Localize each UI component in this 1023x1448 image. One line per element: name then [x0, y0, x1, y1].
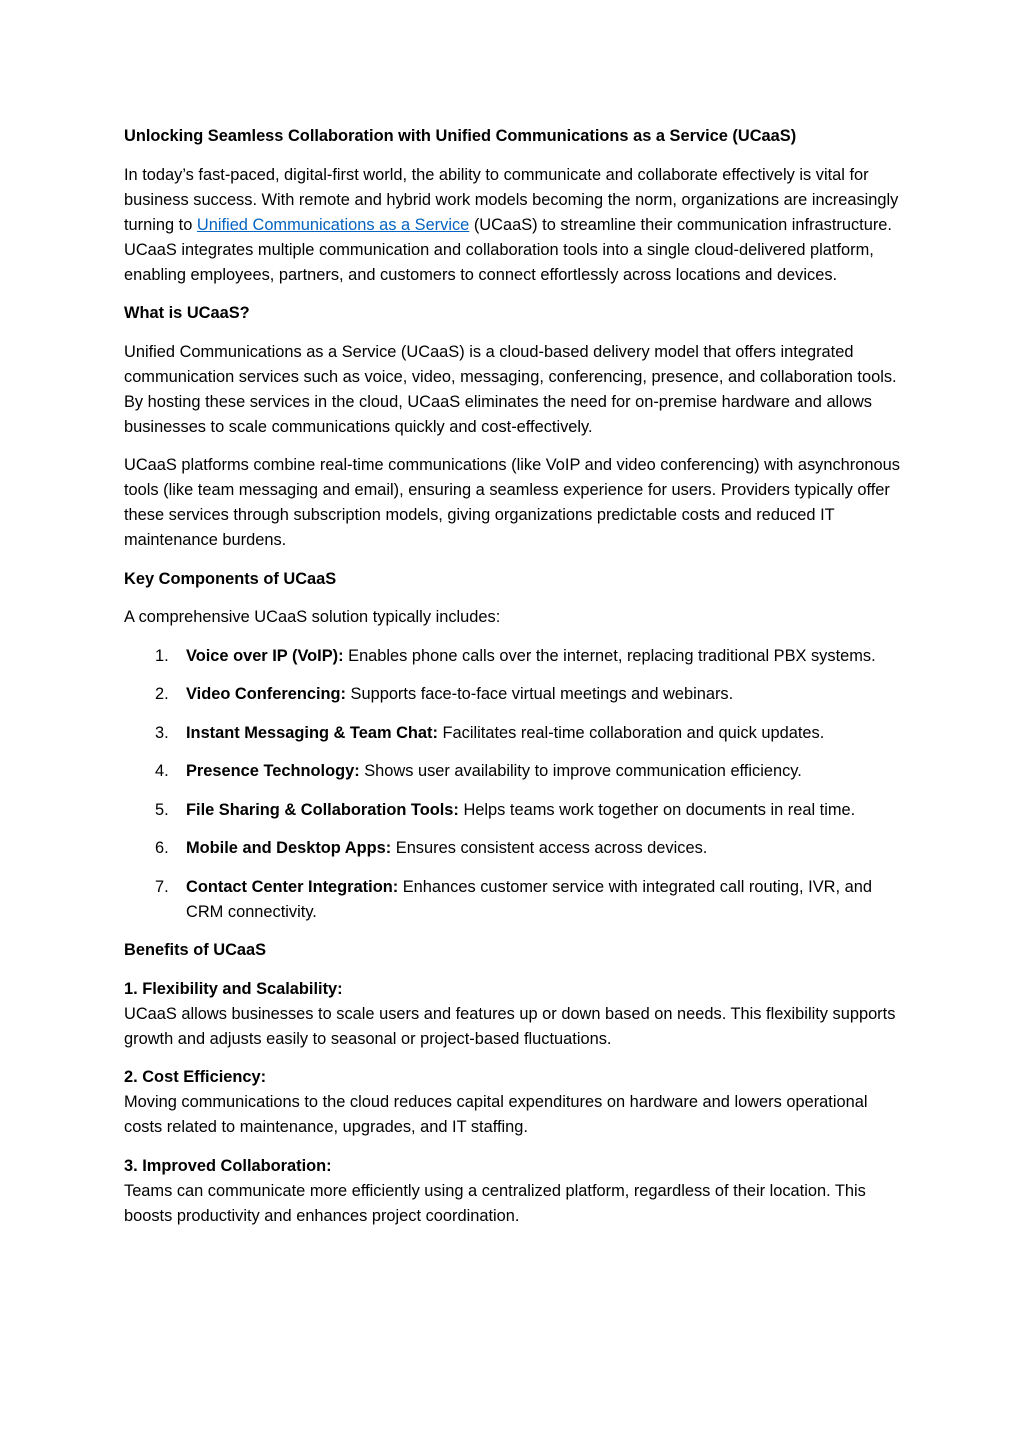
benefit-text: Teams can communicate more efficiently using a centralized platform, regardless of their location. This boosts productivity and enhances project coordination. [124, 1181, 866, 1225]
list-desc: Helps teams work together on documents in real time. [458, 800, 856, 819]
list-term: Instant Messaging & Team Chat: [186, 723, 438, 742]
list-term: Video Conferencing: [186, 685, 346, 703]
ucaas-link[interactable]: Unified Communications as a Service [196, 215, 470, 234]
document-page [124, 124, 904, 1242]
benefit-text: UCaaS allows businesses to scale users and features up or down based on needs. This flexibility supports growth and adjusts easily to seasonal or project-based fluctuations. [124, 1004, 896, 1048]
list-term: File Sharing & Collaboration Tools: [186, 800, 459, 819]
list-term: Voice over IP (VoIP): [186, 646, 344, 665]
what-is-paragraph-2: UCaaS platforms combine real-time communications (like VoIP and video conferencing) with asynchronous tools (like team messaging and email), ensuring a seamless experience for users. Providers typically offer these services through subscription models, giving organizations predictable costs and reduced IT maintenance burdens. [124, 456, 900, 549]
benefit-title: 1. Flexibility and Scalability: [124, 979, 343, 998]
intro-text-after-link: (UCaaS) to streamline their communication infrastructure. UCaaS integrates multiple communication and collaboration tools into a single cloud-delivered platform, enabling employees, partners, and customers to connect effortlessly across locations and devices. [124, 215, 892, 284]
list-item [124, 682, 904, 707]
list-desc: Supports face-to-face virtual meetings and webinars. [345, 685, 734, 703]
intro-paragraph [124, 163, 904, 288]
benefit-item [124, 977, 904, 1052]
list-number: 6. [155, 839, 169, 857]
benefit-item [124, 1154, 904, 1229]
list-item [124, 798, 904, 823]
list-desc: Ensures consistent access across devices. [391, 839, 708, 857]
list-number: 4. [155, 762, 169, 780]
document-title: Unlocking Seamless Collaboration with Unified Communications as a Service (UCaaS) [124, 127, 797, 145]
list-desc: Enhances customer service with integrated call routing, IVR, and CRM connectivity. [186, 877, 872, 921]
list-number: 5. [155, 800, 169, 819]
list-number: 1. [155, 646, 169, 665]
list-term: Contact Center Integration: [186, 877, 399, 896]
benefit-title: 2. Cost Efficiency: [124, 1068, 267, 1086]
what-is-heading: What is UCaaS? [124, 304, 250, 322]
list-item [124, 759, 904, 784]
what-is-paragraph-1: Unified Communications as a Service (UCaaS) is a cloud-based delivery model that offers integrated communication services such as voice, video, messaging, conferencing, presence, and collaboration tools. By hosting these services in the cloud, UCaaS eliminates the need for on-premise hardware and allows businesses to scale communications quickly and cost-effectively. [124, 342, 897, 436]
list-item [124, 644, 904, 669]
list-term: Mobile and Desktop Apps: [186, 839, 392, 857]
components-lead: A comprehensive UCaaS solution typically includes: [124, 608, 501, 626]
list-desc: Enables phone calls over the internet, replacing traditional PBX systems. [343, 646, 876, 665]
benefit-text: Moving communications to the cloud reduces capital expenditures on hardware and lowers operational costs related to maintenance, upgrades, and IT staffing. [124, 1093, 868, 1136]
list-number: 7. [155, 877, 169, 896]
list-desc: Facilitates real-time collaboration and quick updates. [437, 723, 825, 742]
intro-text-before-link: In today’s fast-paced, digital-first world, the ability to communicate and collaborate effectively is vital for business success. With remote and hybrid work models becoming the norm, organizations are increasingly turning to [124, 165, 899, 234]
benefit-title: 3. Improved Collaboration: [124, 1156, 332, 1175]
list-number: 3. [155, 723, 169, 742]
list-item [124, 875, 904, 925]
components-heading: Key Components of UCaaS [124, 569, 337, 588]
benefit-item [124, 1065, 904, 1140]
list-item [124, 721, 904, 746]
components-list [124, 644, 904, 925]
list-desc: Shows user availability to improve communication efficiency. [359, 762, 802, 780]
list-item [124, 836, 904, 861]
benefits-heading: Benefits of UCaaS [124, 941, 267, 959]
list-term: Presence Technology: [186, 762, 360, 780]
list-number: 2. [155, 685, 169, 703]
